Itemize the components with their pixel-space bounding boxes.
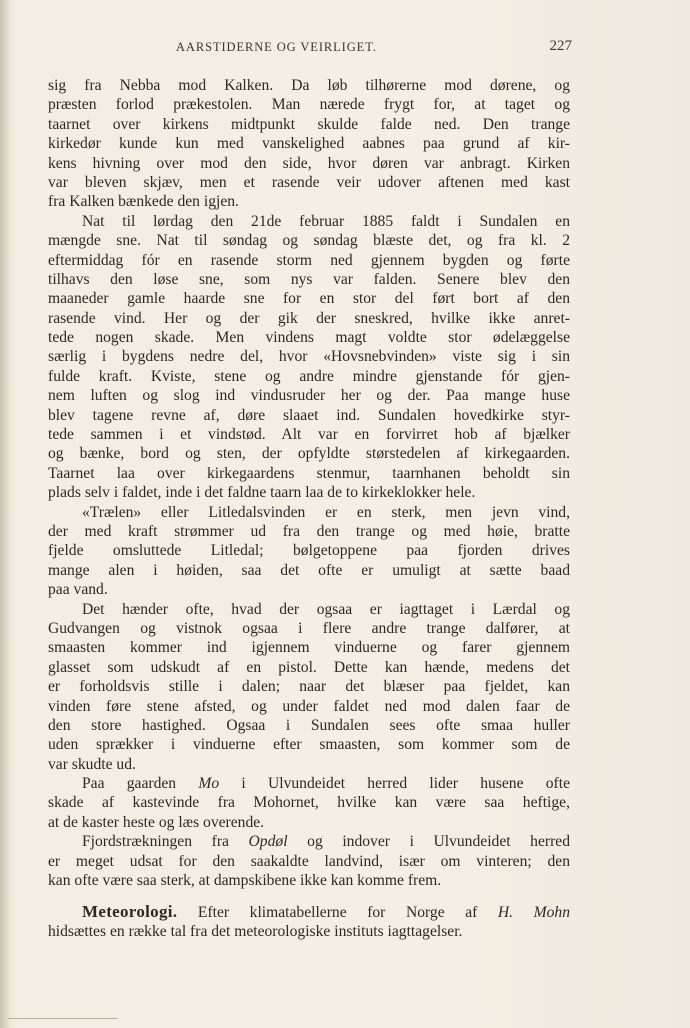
paragraph-4 (48, 600, 570, 775)
text-line: fulde kraft. Kviste, stene og andre mindre gjenstande fór gjen- (48, 367, 570, 385)
text-line: Meteorologi. Efter klimatabellerne for Norge af H. Mohn (82, 902, 570, 922)
text-line: var bleven skjæv, men et rasende veir udover aftenen med kast (48, 173, 570, 191)
text-line: sig fra Nebba mod Kalken. Da løb tilhørerne mod dørene, og (48, 77, 570, 94)
place-name-opdol: Opdøl (248, 833, 288, 851)
text-line: og bænke, bord og sten, der opfyldte størstedelen af kirkegaarden. (48, 445, 570, 463)
text-line: er meget udsat for den saakaldte landvind, især om vinteren; den (48, 852, 570, 870)
place-name-mo: Mo (198, 775, 220, 793)
text-line: kirkedør kunde kun med vanskelighed aabnes paa grund af kir- (48, 135, 570, 153)
text-line: Taarnet laa over kirkegaardens stenmur, taarnhanen beholdt sin (48, 464, 570, 482)
page-edge-mark (8, 1018, 118, 1019)
text-line: fjelde omsluttede Litledal; bølgetoppene paa fjorden drives (48, 542, 570, 560)
running-head (56, 38, 572, 58)
text-line: Det hænder ofte, hvad der ogsaa er iagttaget i Lærdal og (82, 600, 570, 618)
text-line: kan ofte være saa sterk, at dampskibene ikke kan komme frem. (48, 872, 442, 890)
page-spine-shadow (0, 0, 9, 1028)
paragraph-6 (48, 832, 570, 890)
text-line: «Trælen» eller Litledalsvinden er en sterk, men jevn vind, (82, 503, 570, 521)
text-line: glasset som udskudt af en pistol. Dette kan hænde, medens det (48, 658, 570, 676)
text-line: taarnet over kirkens midtpunkt skulde falde ned. Den trange (48, 115, 570, 133)
text-line: er forholdsvis stille i dalen; naar det blæser paa fjeldet, kan (48, 678, 570, 696)
text-line: tede sammen i et vindstød. Alt var en forvirret hob af bjælker (48, 426, 570, 444)
text-line: tede nogen skade. Men vindens magt voldte stor ødelæggelse (48, 329, 570, 347)
text-line: vinden føre stene afsted, og under faldet ned mod dalen faar de (48, 697, 570, 715)
body-text (48, 76, 570, 941)
meteorology-section (48, 902, 570, 941)
text-line: paa vand. (48, 581, 108, 599)
text-line: mange alen i høiden, saa det ofte er umuligt at sætte baad (48, 561, 570, 579)
text-line: smaasten kommer ind igjennem vinduerne og farer gjennem (48, 639, 570, 657)
text-line: var skudte ud. (48, 755, 136, 773)
text-line: kens hivning over mod den side, hvor døren var anbragt. Kirken (48, 154, 570, 172)
text-line: nem luften og slog ind vindusruder her og der. Paa mange huse (48, 387, 570, 405)
text-line: hidsættes en række tal fra det meteorologiske instituts iagttagelser. (48, 922, 463, 940)
paragraph-3 (48, 503, 570, 600)
text-line: at de kaster heste og læs overende. (48, 813, 265, 831)
paragraph-5 (48, 774, 570, 832)
text-line: Nat til lørdag den 21de februar 1885 faldt i Sundalen en (82, 212, 570, 230)
text-line: Gudvangen og vistnok ogsaa i flere andre trange dalfører, at (48, 619, 570, 637)
author-name: H. Mohn (497, 904, 570, 922)
text-line: tilhavs den løse sne, som nys var falden. Senere blev den (48, 270, 570, 288)
text-line: Fjordstrækningen fra Opdøl og indover i Ulvundeidet herred (82, 833, 571, 851)
text-line: eftermiddag fór en rasende storm ned gjennem bygden og førte (48, 251, 570, 269)
text-line: maaneder gamle haarde sne for en stor del ført bort af den (48, 290, 570, 308)
text-line: uden sprækker i vinduerne efter smaasten, som kommer som de (48, 736, 570, 754)
text-line: mængde sne. Nat til søndag og søndag blæste det, og fra kl. 2 (48, 232, 570, 250)
text-line: blev tagene revne af, døre slaaet ind. Sundalen hovedkirke styr- (48, 406, 570, 424)
text-line: fra Kalken bænkede den igjen. (48, 193, 239, 211)
text-line: præsten forlod prækestolen. Man nærede frygt for, at taget og (48, 96, 570, 114)
text-line: plads selv i faldet, inde i det faldne taarn laa de to kirkeklokker hele. (48, 484, 476, 502)
running-title: AARSTIDERNE OG VEIRLIGET. (176, 40, 377, 54)
text-line: den store hastighed. Ogsaa i Sundalen sees ofte smaa huller (48, 716, 570, 734)
page-number: 227 (549, 38, 572, 54)
text-line: særlig i bygdens nedre del, hvor «Hovsnebvinden» viste sig i sin (48, 348, 570, 366)
text-line: rasende vind. Her og der gik der sneskred, hvilke ikke anret- (48, 309, 570, 327)
text-line: der med kraft strømmer ud fra den trange og med høie, bratte (48, 522, 570, 540)
paragraph-2 (48, 212, 570, 503)
paragraph-1 (48, 76, 570, 212)
text-line: Paa gaarden Mo i Ulvundeidet herred lider husene ofte (82, 775, 570, 793)
section-heading: Meteorologi. (82, 902, 178, 922)
text-line: skade af kastevinde fra Mohornet, hvilke kan være saa heftige, (48, 794, 570, 812)
